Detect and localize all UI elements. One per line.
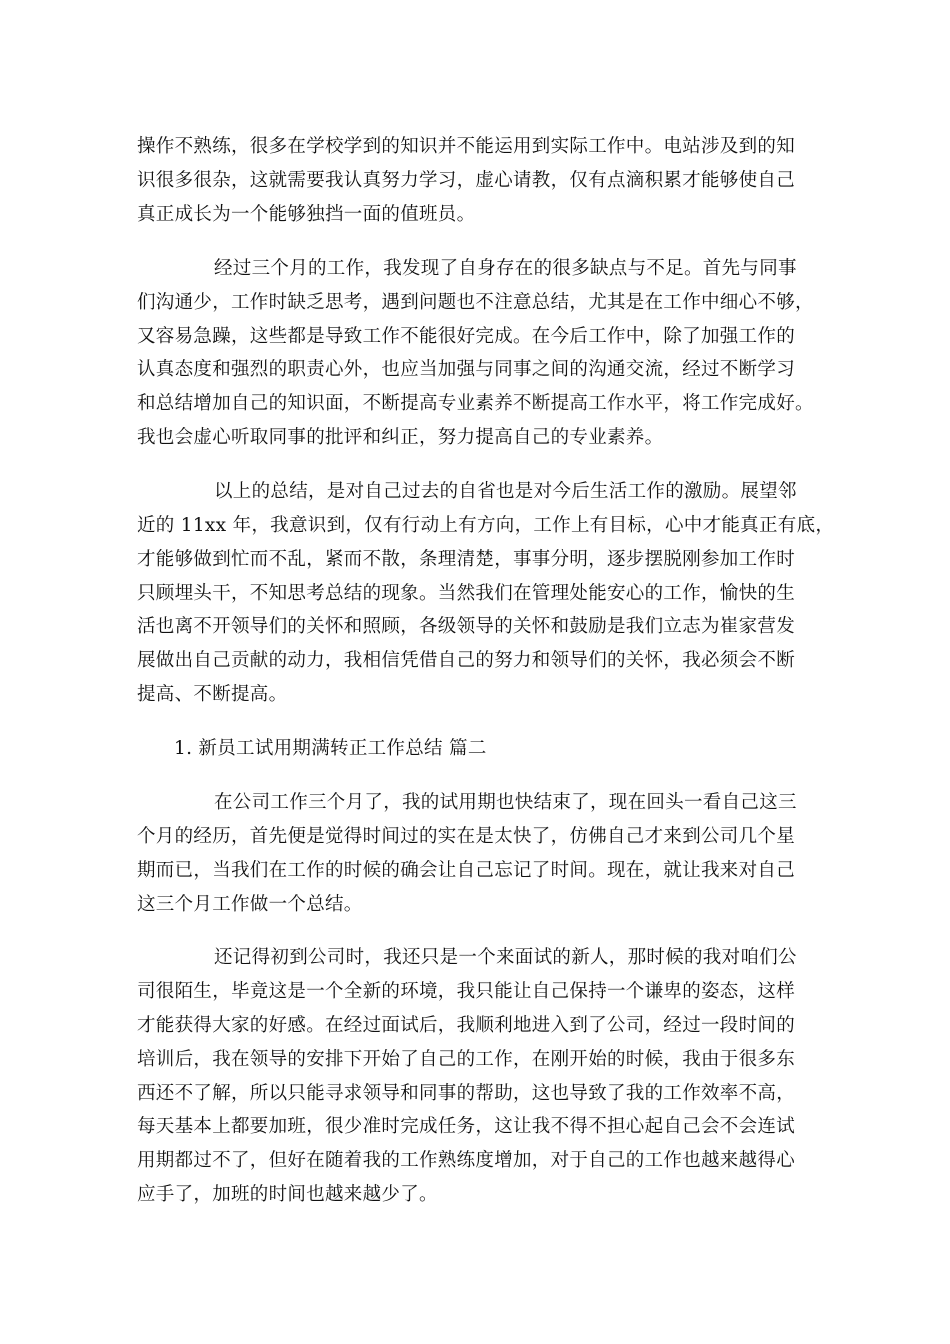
text-line: 近的 11xx 年，我意识到，仅有行动上有方向，工作上有目标，心中才能真正有底， <box>137 515 835 536</box>
text-line: 才能获得大家的好感。在经过面试后，我顺利地进入到了公司，经过一段时间的 <box>137 1015 796 1036</box>
text-line: 个月的经历，首先便是觉得时间过的实在是太快了，仿佛自己才来到公司几个星 <box>137 826 796 847</box>
text-line: 活也离不开领导们的关怀和照顾，各级领导的关怀和鼓励是我们立志为崔家营发 <box>137 616 796 637</box>
text-line: 在公司工作三个月了，我的试用期也快结束了，现在回头一看自己这三 <box>214 792 797 813</box>
text-line: 司很陌生，毕竟这是一个全新的环境，我只能让自己保持一个谦卑的姿态，这样 <box>137 981 796 1002</box>
text-line: 认真态度和强烈的职责心外，也应当加强与同事之间的沟通交流，经过不断学习 <box>137 359 796 380</box>
text-line: 提高、不断提高。 <box>137 684 288 705</box>
text-line: 展做出自己贡献的动力，我相信凭借自己的努力和领导们的关怀，我必须会不断 <box>137 650 796 671</box>
text-line: 西还不了解，所以只能寻求领导和同事的帮助，这也导致了我的工作效率不高， <box>137 1083 796 1104</box>
text-line: 还记得初到公司时，我还只是一个来面试的新人，那时候的我对咱们公 <box>214 947 797 968</box>
text-line: 操作不熟练，很多在学校学到的知识并不能运用到实际工作中。电站涉及到的知 <box>137 136 796 157</box>
text-line: 又容易急躁，这些都是导致工作不能很好完成。在今后工作中，除了加强工作的 <box>137 326 796 347</box>
text-line: 我也会虚心听取同事的批评和纠正，努力提高自己的专业素养。 <box>137 427 664 448</box>
text-line: 们沟通少，工作时缺乏思考，遇到问题也不注意总结，尤其是在工作中细心不够， <box>137 292 814 313</box>
text-line: 识很多很杂，这就需要我认真努力学习，虚心请教，仅有点滴积累才能够使自己 <box>137 170 796 191</box>
text-line: 这三个月工作做一个总结。 <box>137 894 363 915</box>
text-line: 每天基本上都要加班，很少准时完成任务，这让我不得不担心起自己会不会连试 <box>137 1116 796 1137</box>
text-line: 期而已，当我们在工作的时候的确会让自己忘记了时间。现在，就让我来对自己 <box>137 860 796 881</box>
text-line: 和总结增加自己的知识面，不断提高专业素养不断提高工作水平，将工作完成好。 <box>137 393 814 414</box>
text-line: 才能够做到忙而不乱，紧而不散，条理清楚，事事分明，逐步摆脱刚参加工作时 <box>137 549 796 570</box>
text-line: 以上的总结，是对自己过去的自省也是对今后生活工作的激励。展望邻 <box>214 481 797 502</box>
text-line: 真正成长为一个能够独挡一面的值班员。 <box>137 204 476 225</box>
text-line: 只顾埋头干，不知思考总结的现象。当然我们在管理处能安心的工作，愉快的生 <box>137 583 796 604</box>
text-line: 培训后，我在领导的安排下开始了自己的工作，在刚开始的时候，我由于很多东 <box>137 1049 796 1070</box>
text-line: 经过三个月的工作，我发现了自身存在的很多缺点与不足。首先与同事 <box>214 258 797 279</box>
text-line: 应手了，加班的时间也越来越少了。 <box>137 1184 438 1205</box>
section-heading: 1. 新员工试用期满转正工作总结 篇二 <box>174 738 487 759</box>
text-line: 用期都过不了，但好在随着我的工作熟练度增加，对于自己的工作也越来越得心 <box>137 1150 796 1171</box>
